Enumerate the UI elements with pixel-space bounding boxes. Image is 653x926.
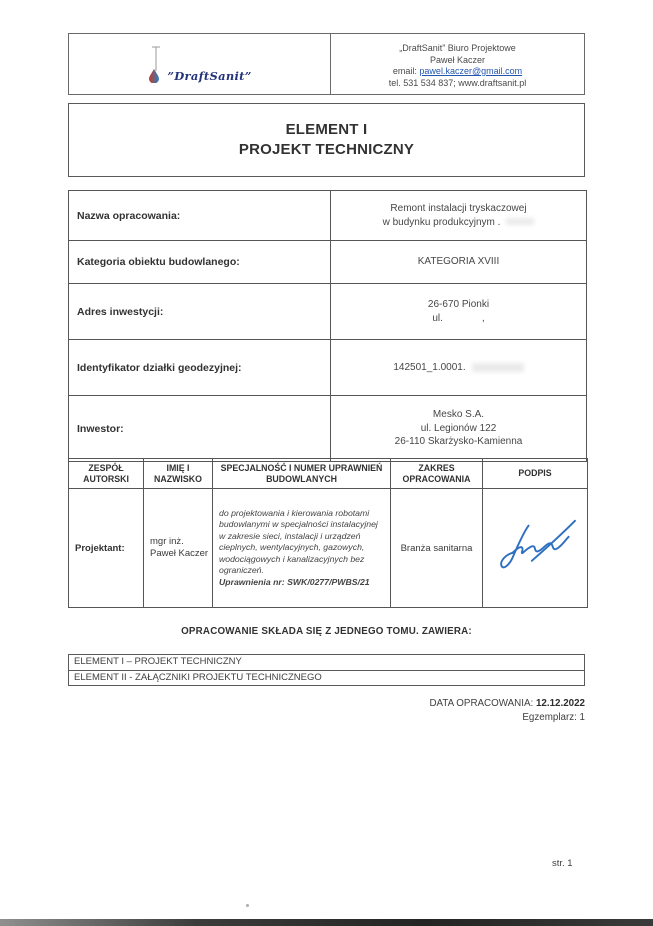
team-role: Projektant: <box>69 489 144 608</box>
qualifications-text: do projektowania i kierowania robotami budowlanymi w specjalności instalacyjnej w zakresie sieci, instalacji i urządzeń cieplnych, wentylacyjnych, gazowych, wodociągowych i kanalizacyjnych bez ograniczeń. <box>219 507 378 576</box>
list-item: ELEMENT II - ZAŁĄCZNIKI PROJEKTU TECHNICZNEGO <box>74 671 322 683</box>
col-header-zakres: ZAKRES OPRACOWANIA <box>391 459 483 489</box>
title-line-1: ELEMENT I <box>285 121 368 138</box>
company-owner: Paweł Kaczer <box>429 54 486 65</box>
company-tel-line: tel. 531 534 837; www.draftsanit.pl <box>388 77 527 88</box>
copy-line: Egzemplarz: 1 <box>522 712 585 723</box>
team-signature-cell <box>483 489 588 608</box>
title-line-2: PROJEKT TECHNICZNY <box>238 141 415 158</box>
info-value-nazwa <box>331 191 587 241</box>
page-number: str. 1 <box>552 858 573 869</box>
redaction-smudge <box>472 363 524 372</box>
email-link[interactable]: pawel.kaczer@gmail.com <box>419 66 523 76</box>
value-line: Mesko S.A. <box>432 409 485 421</box>
value-line: Remont instalacji tryskaczowej <box>390 203 527 214</box>
info-label-kategoria: Kategoria obiektu budowlanego: <box>69 241 331 284</box>
scan-artifact-dot <box>246 904 249 907</box>
info-label-identyfikator: Identyfikator działki geodezyjnej: <box>69 340 331 396</box>
value-line: ul. Legionów 122 <box>420 422 497 434</box>
droplet-logo-icon <box>147 45 165 83</box>
header-block <box>68 33 585 95</box>
value-line: w budynku produkcyjnym . <box>332 216 585 230</box>
team-name <box>144 489 213 608</box>
table-row <box>69 284 587 340</box>
info-label-nazwa: Nazwa opracowania: <box>69 191 331 241</box>
table-row <box>69 241 587 284</box>
value-line: KATEGORIA XVIII <box>417 256 500 268</box>
logo-cell <box>69 34 331 94</box>
col-header-podpis: PODPIS <box>483 459 588 489</box>
value-line: 142501_1.0001. <box>332 361 585 375</box>
logo-wordmark: ”DraftSanit” <box>167 69 252 83</box>
date-line: DATA OPRACOWANIA: 12.12.2022 <box>429 698 585 709</box>
info-value-adres <box>331 284 587 340</box>
license-line: Uprawnienia nr: SWK/0277/PWBS/21 <box>219 576 370 587</box>
value-line: 26-670 Pionki <box>427 299 490 310</box>
team-table-header-row <box>69 459 588 489</box>
list-item: ELEMENT I – PROJEKT TECHNICZNY <box>69 655 584 671</box>
company-info <box>331 34 584 94</box>
table-row <box>69 340 587 396</box>
table-row <box>69 191 587 241</box>
info-label-adres: Adres inwestycji: <box>69 284 331 340</box>
name-line: mgr inż. <box>150 536 184 547</box>
info-value-inwestor <box>331 396 587 462</box>
company-name: „DraftSanit” Biuro Projektowe <box>399 43 516 53</box>
team-scope: Branża sanitarna <box>391 489 483 608</box>
contents-list <box>68 654 585 686</box>
design-team-table <box>68 458 588 608</box>
company-logo <box>147 45 251 83</box>
contents-heading: OPRACOWANIE SKŁADA SIĘ Z JEDNEGO TOMU. ZAWIERA: <box>181 626 472 637</box>
scan-edge-bar <box>0 919 653 926</box>
value-line: ul. , <box>432 312 485 324</box>
meta-block <box>429 697 585 725</box>
info-label-inwestor: Inwestor: <box>69 396 331 462</box>
signature-image <box>484 511 586 585</box>
team-table-data-row <box>69 489 588 608</box>
email-label: email: <box>392 66 420 76</box>
info-value-identyfikator <box>331 340 587 396</box>
name-line: Paweł Kaczer <box>150 548 209 559</box>
col-header-specjalnosc: SPECJALNOŚĆ I NUMER UPRAWNIEŃ BUDOWLANYCH <box>213 459 391 489</box>
info-value-kategoria <box>331 241 587 284</box>
project-info-table <box>68 190 587 462</box>
col-header-zespol: ZESPÓŁ AUTORSKI <box>69 459 144 489</box>
date-value: 12.12.2022 <box>535 698 585 709</box>
team-qualifications <box>213 489 391 608</box>
redaction-smudge <box>506 218 534 225</box>
company-email-line <box>331 66 584 78</box>
title-block <box>68 103 585 177</box>
table-row <box>69 396 587 462</box>
col-header-imie: IMIĘ I NAZWISKO <box>144 459 213 489</box>
value-line: 26-110 Skarżysko-Kamienna <box>394 436 523 448</box>
